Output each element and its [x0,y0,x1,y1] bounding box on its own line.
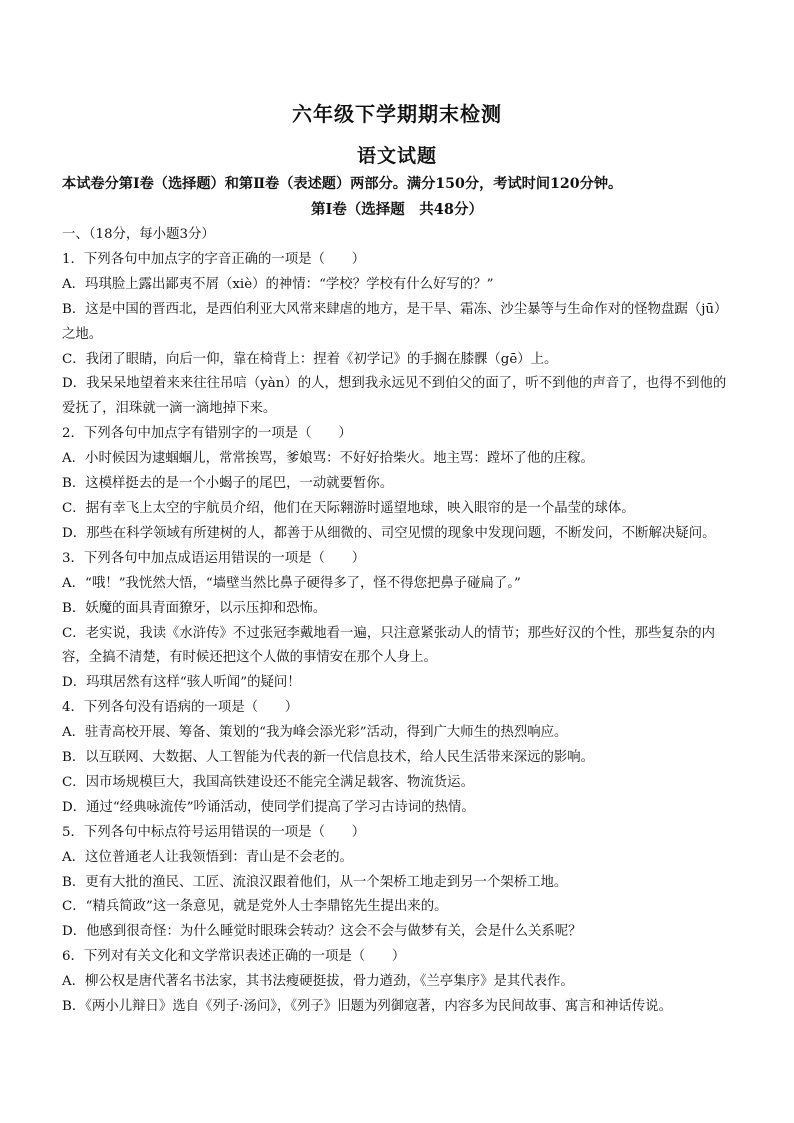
question-6-option-b: B．《两小儿辩日》选自《列子·汤问》，《列子》旧题为列御寇著，内容多为民间故事、寓言和神话传说。 [62,999,672,1015]
exam-instructions: 本试卷分第Ⅰ卷（选择题）和第Ⅱ卷（表述题）两部分。满分150分，考试时间120分钟。 [62,176,623,192]
question-3-option-d: D．玛琪居然有这样“骇人听闻”的疑问！ [62,675,301,691]
exam-subtitle: 语文试题 [356,145,437,167]
question-2-option-d: D．那些在科学领域有所建树的人，都善于从细微的、司空见惯的现象中发现问题，不断发问，不断解决疑问。 [62,525,716,541]
question-6-stem: 6．下列对有关文化和文学常识表述正确的一项是（ ） [62,949,406,965]
question-5-stem: 5．下列各句中标点符号运用错误的一项是（ ） [62,824,366,840]
question-5-option-c: C．“精兵简政”这一条意见，就是党外人士李鼎铭先生提出来的。 [62,899,448,915]
question-1-option-d: D．我呆呆地望着来来往往吊唁（yàn）的人，想到我永远见不到伯父的面了，听不到他的声音了，也得不到他的爱抚了，泪珠就一滴一滴地掉下来。 [62,376,727,417]
question-2-stem: 2．下列各句中加点字有错别字的一项是（ ） [62,426,352,442]
question-list [62,223,732,1020]
question-5-option-d: D．他感到很奇怪：为什么睡觉时眼珠会转动？这会不会与做梦有关，会是什么关系呢？ [62,924,582,940]
question-2-option-c: C．据有幸飞上太空的宇航员介绍，他们在天际翱游时遥望地球，映入眼帘的是一个晶莹的球体。 [62,500,635,516]
question-6-option-a: A．柳公权是唐代著名书法家，其书法瘦硬挺拔，骨力遒劲，《兰亭集序》是其代表作。 [62,974,574,990]
question-3-option-b: B．妖魔的面具青面獠牙，以示压抑和恐怖。 [62,600,327,616]
question-3-stem: 3．下列各句中加点成语运用错误的一项是（ ） [62,550,366,566]
question-4-option-d: D．通过“经典咏流传”吟诵活动，使同学们提高了学习古诗词的热情。 [62,799,475,815]
question-1-stem: 1．下列各句中加点字的字音正确的一项是（ ） [62,251,366,267]
question-4-option-b: B．以互联网、大数据、人工智能为代表的新一代信息技术，给人民生活带来深远的影响。 [62,750,595,766]
question-3-option-c: C．老实说，我读《水浒传》不过张冠李戴地看一遍，只注意紧张动人的情节；那些好汉的个性，那些复杂的内容，全搞不清楚，有时候还把这个人做的事情安在那个人身上。 [62,625,715,666]
question-4-option-c: C．因市场规模巨大，我国高铁建设还不能完全满足载客、物流货运。 [62,774,474,790]
question-4-stem: 4．下列各句没有语病的一项是（ ） [62,700,299,716]
question-1-option-a: A．玛琪脸上露出鄙夷不屑（xiè）的神情：“学校？学校有什么好写的？” [62,276,494,292]
question-2-option-b: B．这模样挺去的是一个小蝎子的尾巴，一动就要暂你。 [62,476,394,492]
question-1-option-c: C．我闭了眼睛，向后一仰，靠在椅背上：捏着《初学记》的手搁在膝髁（gē）上。 [62,351,558,367]
question-5-option-a: A．这位普通老人让我领悟到：青山是不会老的。 [62,849,353,865]
question-4-option-a: A．驻青高校开展、筹备、策划的“我为峰会添光彩”活动，得到广大师生的热烈响应。 [62,725,568,741]
question-1-option-b: B．这是中国的晋西北，是西伯利亚大风常来肆虐的地方，是干旱、霜冻、沙尘暴等与生命作对的怪物盘踞（jū）之地。 [62,301,728,342]
question-2-option-a: A．小时候因为逮蝈蝈儿，常常挨骂，爹娘骂：不好好拾柴火。地主骂：蹚坏了他的庄稼。 [62,451,594,467]
section-heading: 第Ⅰ卷（选择题 共48分） [311,201,483,218]
question-3-option-a: A．“哦！”我恍然大悟，“墙壁当然比鼻子硬得多了，怪不得您把鼻子碰扁了。” [62,575,521,591]
part-header: 一、（18分，每小题3分） [62,227,215,242]
exam-title: 六年级下学期期末检测 [292,102,502,126]
question-5-option-b: B．更有大批的渔民、工匠、流浪汉跟着他们，从一个架桥工地走到另一个架桥工地。 [62,874,568,890]
